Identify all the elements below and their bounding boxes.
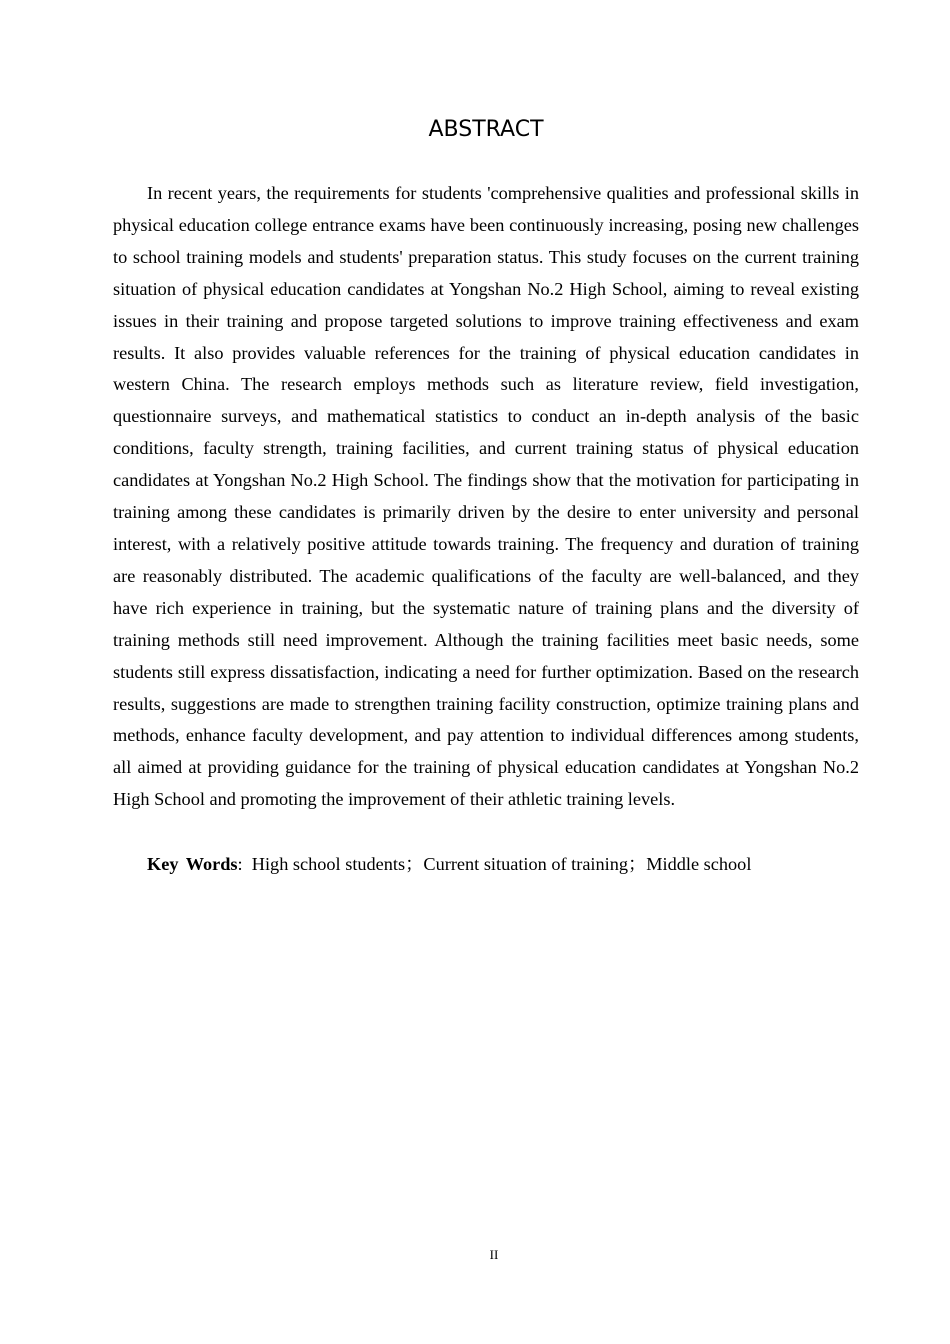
abstract-title: ABSTRACT (428, 117, 544, 142)
keywords-label: Key Words (147, 854, 238, 874)
keywords-separator: : (237, 854, 243, 874)
page-number: II (489, 1247, 499, 1262)
keywords-list: High school students；Current situation of training；Middle school (251, 854, 752, 874)
keywords-line (147, 849, 859, 881)
abstract-body: In recent years, the requirements for students 'comprehensive qualities and professional skills in physical education college entrance exams have been continuously increasing, posing new challenges to school training models and students' preparation status. This study focuses on the current training situation of physical education candidates at Yongshan No.2 High School, aiming to reveal existing issues in their training and propose targeted solutions to improve training effectiveness and exam results. It also provides valuable references for the training of physical education candidates in western China. The research employs methods such as literature review, field investigation, questionnaire surveys, and mathematical statistics to conduct an in-depth analysis of the basic conditions, faculty strength, training facilities, and current training status of physical education candidates at Yongshan No.2 High School. The findings show that the motivation for participating in training among these candidates is primarily driven by the desire to enter university and personal interest, with a relatively positive attitude towards training. The frequency and duration of training are reasonably distributed. The academic qualifications of the faculty are well-balanced, and they have rich experience in training, but the systematic nature of training plans and the diversity of training methods still need improvement. Although the training facilities meet basic needs, some students still express dissatisfaction, indicating a need for further optimization. Based on the research results, suggestions are made to strengthen training facility construction, optimize training plans and methods, enhance faculty development, and pay attention to individual differences among students, all aimed at providing guidance for the training of physical education candidates at Yongshan No.2 High School and promoting the improvement of their athletic training levels. (113, 183, 859, 810)
